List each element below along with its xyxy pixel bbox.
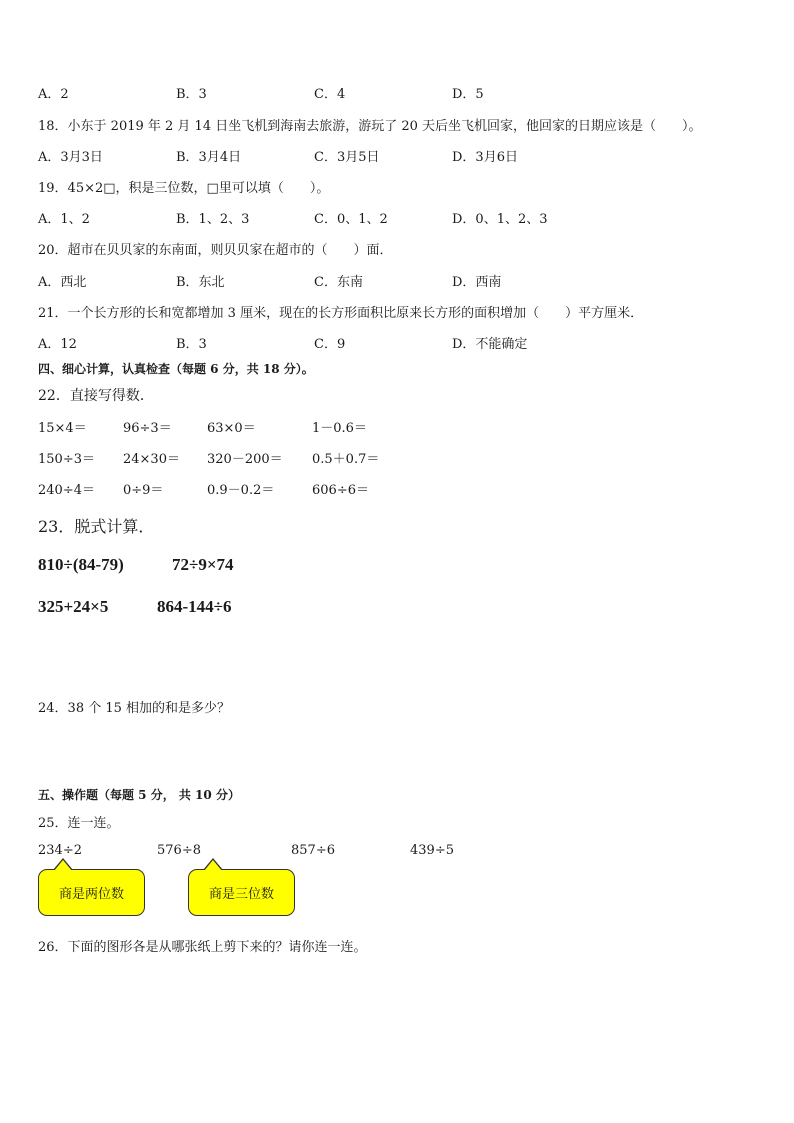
q25-expression-1: 234÷2: [38, 843, 82, 858]
q25-expression-2: 576÷8: [157, 843, 201, 858]
q22-item-r3c1: 240÷4＝: [38, 483, 95, 498]
q22-item-r3c3: 0.9－0.2＝: [207, 483, 275, 498]
q22-item-r3c2: 0÷9＝: [123, 483, 164, 498]
q26-stem: 26．下面的图形各是从哪张纸上剪下来的？请你连一连。: [38, 940, 367, 955]
q19-option-c: C．0、1、2: [314, 212, 388, 227]
q25-expression-3: 857÷6: [291, 843, 335, 858]
q20-stem: 20．超市在贝贝家的东南面，则贝贝家在超市的（ ）面．: [38, 243, 393, 258]
q20-option-d: D．西南: [452, 275, 502, 290]
q23-expression-2: 72÷9×74: [172, 555, 234, 574]
q21-option-d: D．不能确定: [452, 337, 528, 352]
q17-option-c: C．4: [314, 87, 346, 102]
q21-stem: 21．一个长方形的长和宽都增加 3 厘米，现在的长方形面积比原来长方形的面积增加（ ）平方厘米．: [38, 306, 644, 321]
q18-option-c: C．3月5日: [314, 150, 380, 165]
q23-expression-3: 325+24×5: [38, 597, 109, 616]
q22-item-r1c2: 96÷3＝: [123, 421, 172, 436]
q19-option-b: B．1、2、3: [176, 212, 250, 227]
q17-option-b: B．3: [176, 87, 207, 102]
q22-item-r1c3: 63×0＝: [207, 421, 256, 436]
q25-bubble-three-digit[interactable]: [188, 869, 295, 916]
q21-option-a: A．12: [38, 337, 77, 352]
bubble-2-pointer-fill: [204, 860, 222, 871]
q22-stem: 22．直接写得数．: [38, 388, 154, 404]
q21-option-b: B．3: [176, 337, 207, 352]
q21-option-c: C．9: [314, 337, 346, 352]
q18-option-a: A．3月3日: [38, 150, 103, 165]
q25-stem: 25．连一连。: [38, 816, 120, 831]
section-4-heading: 四、细心计算，认真检查（每题 6 分，共 18 分）。: [38, 362, 314, 376]
q18-option-b: B．3月4日: [176, 150, 242, 165]
q23-stem: 23．脱式计算．: [38, 517, 155, 536]
q20-option-b: B．东北: [176, 275, 225, 290]
q24-stem: 24．38 个 15 相加的和是多少？: [38, 701, 231, 716]
q22-item-r1c4: 1－0.6＝: [312, 421, 367, 436]
q22-item-r1c1: 15×4＝: [38, 421, 87, 436]
q22-item-r2c2: 24×30＝: [123, 452, 180, 467]
q22-item-r2c4: 0.5＋0.7＝: [312, 452, 380, 467]
q19-option-a: A．1、2: [38, 212, 90, 227]
q22-item-r3c4: 606÷6＝: [312, 483, 369, 498]
q22-item-r2c1: 150÷3＝: [38, 452, 95, 467]
q25-bubble-1-label: 商是两位数: [58, 887, 124, 902]
section-5-heading: 五、操作题（每题 5 分， 共 10 分）: [38, 788, 240, 802]
q17-option-d: D．5: [452, 87, 484, 102]
q25-expression-4: 439÷5: [410, 843, 454, 858]
q17-option-a: A．2: [38, 87, 69, 102]
q23-expression-4: 864-144÷6: [157, 597, 232, 616]
q20-option-c: C．东南: [314, 275, 363, 290]
bubble-1-pointer-fill: [54, 860, 72, 871]
q25-bubble-2-label: 商是三位数: [208, 887, 274, 902]
q18-stem: 18．小东于 2019 年 2 月 14 日坐飞机到海南去旅游，游玩了 20 天后坐飞机回家，他回家的日期应该是（ ）。: [38, 119, 702, 134]
q25-bubble-two-digit[interactable]: [38, 869, 145, 916]
q19-option-d: D．0、1、2、3: [452, 212, 548, 227]
q23-expression-1: 810÷(84-79): [38, 555, 124, 574]
q18-option-d: D．3月6日: [452, 150, 518, 165]
q19-stem: 19．45×2□，积是三位数，□里可以填（ ）。: [38, 181, 330, 196]
q22-item-r2c3: 320－200＝: [207, 452, 283, 467]
q20-option-a: A．西北: [38, 275, 87, 290]
